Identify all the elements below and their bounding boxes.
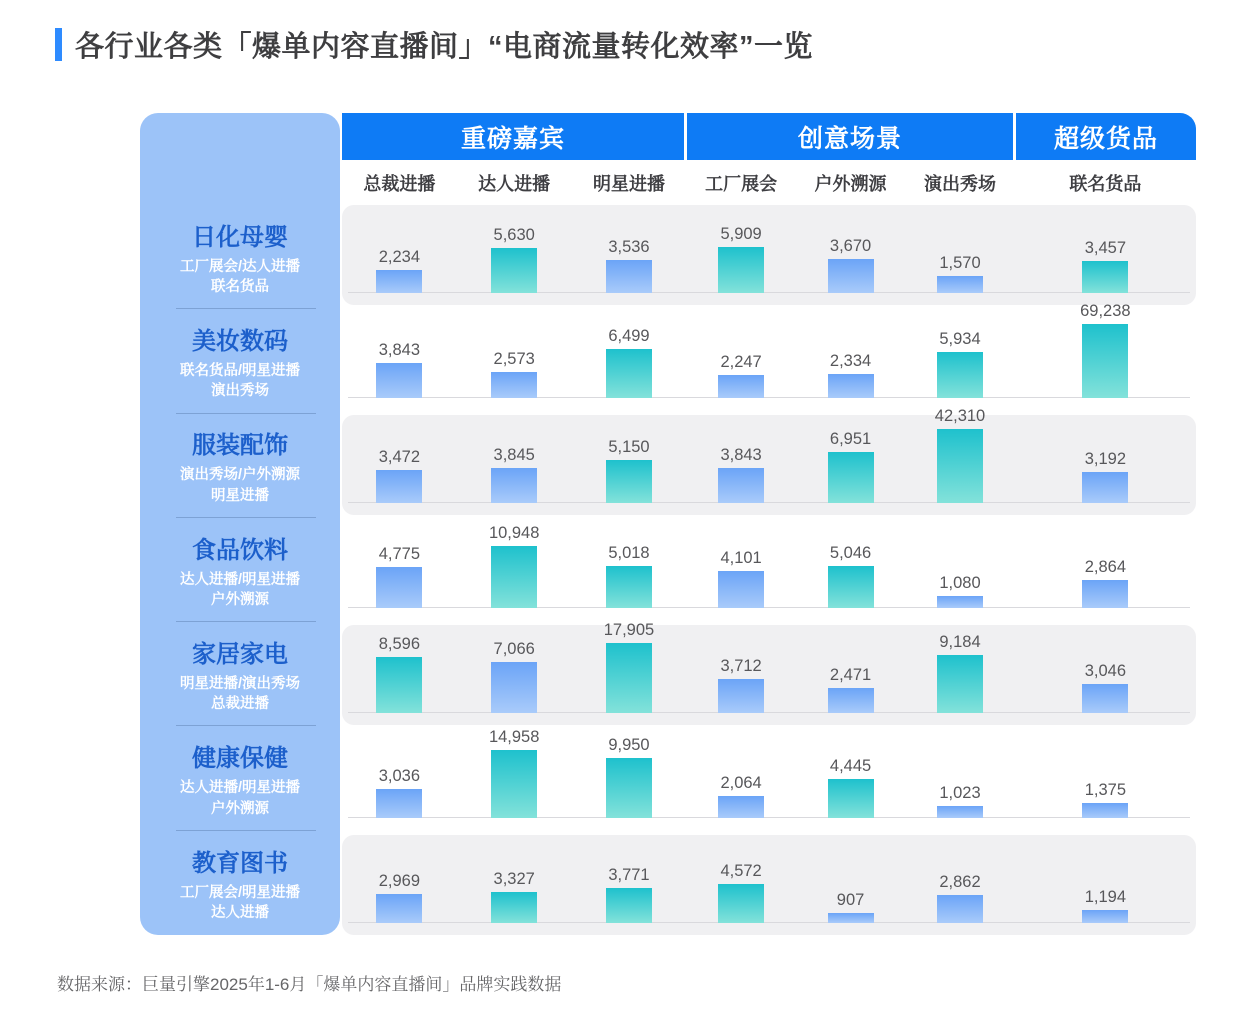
industry-top-formats (180, 361, 300, 402)
chart-cell (342, 730, 457, 830)
group-header-row (342, 113, 1196, 160)
bar (718, 679, 764, 713)
chart-cell (1015, 835, 1196, 935)
bar-value-label: 8,596 (378, 635, 421, 653)
industry-name: 健康保健 (192, 745, 288, 773)
chart-cell (905, 520, 1014, 620)
industry-top-formats-line: 明星进播/演出秀场 (179, 675, 301, 692)
bar-highlighted (491, 546, 537, 608)
bar-highlighted (606, 349, 652, 398)
bar (828, 913, 874, 923)
bar-highlighted (491, 750, 537, 818)
industry-top-formats (180, 257, 300, 298)
column-header-7: 联名货品 (1069, 173, 1142, 194)
bar-value-label: 3,771 (608, 866, 650, 884)
chart-cell (796, 625, 905, 725)
column-header-3: 明星进播 (592, 173, 665, 194)
title-accent-bar (55, 28, 62, 61)
chart-cell (572, 520, 687, 620)
bar-value-label: 5,630 (493, 226, 535, 244)
bar-highlighted (491, 892, 537, 923)
bar-value-label: 3,845 (493, 446, 535, 464)
industry-top-formats-line: 演出秀场 (211, 383, 269, 400)
bar (937, 276, 983, 293)
bar-value-label: 5,018 (608, 544, 650, 562)
industry-top-formats-line: 演出秀场/户外溯源 (179, 467, 301, 484)
bar-value-label: 5,046 (829, 544, 872, 562)
bar (828, 259, 874, 293)
bar (491, 468, 537, 503)
bar-value-label: 3,327 (493, 870, 535, 888)
chart-cell (572, 621, 687, 725)
chart-cell (342, 625, 457, 725)
chart-cell (572, 415, 687, 515)
bar-highlighted (937, 429, 983, 503)
bar-value-label: 3,843 (720, 446, 762, 464)
industry-name: 教育图书 (192, 849, 288, 877)
chart-row-3 (342, 407, 1196, 515)
chart-cell (796, 520, 905, 620)
chart-cell (342, 205, 457, 305)
industry-top-formats-line: 明星进播 (211, 487, 269, 504)
industry-top-formats-line: 户外溯源 (211, 800, 269, 817)
chart-cell (572, 205, 687, 305)
bar (937, 806, 983, 818)
bar-value-label: 907 (836, 891, 865, 909)
industry-name: 美妆数码 (192, 328, 288, 356)
chart-cell (342, 415, 457, 515)
bar-value-label: 3,192 (1084, 450, 1127, 468)
chart-cell (905, 310, 1014, 410)
bar-highlighted (376, 657, 422, 713)
chart-cell (905, 625, 1014, 725)
bar-value-label: 2,864 (1084, 558, 1127, 576)
bar-highlighted (718, 247, 764, 293)
group-header-3: 超级货品 (1016, 113, 1196, 160)
bar-highlighted (828, 566, 874, 608)
chart-cell (457, 730, 572, 830)
bar (376, 789, 422, 818)
data-source-note: 数据来源：巨量引擎2025年1-6月「爆单内容直播间」品牌实践数据 (57, 975, 562, 994)
chart-row-2 (342, 302, 1196, 410)
bar-value-label: 2,064 (720, 774, 762, 792)
bar (1082, 803, 1128, 818)
bar-value-label: 3,536 (608, 238, 650, 256)
bar (718, 796, 764, 818)
chart-cell (1015, 415, 1196, 515)
chart-cell (457, 310, 572, 410)
bar-value-label: 2,247 (720, 353, 762, 371)
chart-main-area (342, 113, 1196, 935)
chart-cell (686, 520, 795, 620)
bar-highlighted (828, 452, 874, 503)
bar-value-label: 3,046 (1084, 662, 1127, 680)
bar-value-label: 17,905 (603, 621, 655, 639)
sidebar-industry-6 (140, 726, 340, 830)
bar-value-label: 1,080 (939, 574, 981, 592)
bar-highlighted (606, 643, 652, 713)
chart-cell (686, 730, 795, 830)
industry-top-formats-line: 达人进播 (211, 904, 269, 921)
industry-top-formats (180, 778, 300, 819)
bar (1082, 684, 1128, 713)
sidebar-industry-1 (140, 205, 340, 309)
chart-cell (686, 625, 795, 725)
bar-value-label: 4,101 (720, 549, 762, 567)
chart-rows (342, 205, 1196, 935)
bar-value-label: 3,472 (378, 448, 421, 466)
chart-cell (1015, 520, 1196, 620)
column-header-5: 户外溯源 (814, 173, 887, 194)
industry-name: 服装配饰 (192, 432, 288, 460)
industry-name: 日化母婴 (192, 223, 288, 251)
industry-top-formats-line: 户外溯源 (211, 591, 269, 608)
bar (937, 596, 983, 608)
bar-value-label: 3,036 (378, 767, 421, 785)
bar-highlighted (606, 566, 652, 608)
industry-top-formats (180, 883, 300, 924)
chart-cell (342, 835, 457, 935)
chart-cell (1015, 205, 1196, 305)
bar-value-label: 1,194 (1084, 888, 1127, 906)
chart-cell (796, 730, 905, 830)
bar (1082, 910, 1128, 923)
industry-top-formats (180, 674, 300, 715)
bar (376, 894, 422, 923)
bar-value-label: 4,572 (720, 862, 762, 880)
bar-value-label: 9,950 (608, 736, 650, 754)
bar (376, 470, 422, 503)
column-header-4: 工厂展会 (705, 173, 778, 194)
bar-highlighted (828, 779, 874, 818)
industry-top-formats-line: 联名货品/明星进播 (179, 363, 301, 380)
bar (1082, 580, 1128, 608)
bar-highlighted (718, 884, 764, 923)
sidebar-industry-3 (140, 414, 340, 518)
bar-value-label: 9,184 (939, 633, 981, 651)
sidebar-industry-4 (140, 518, 340, 622)
bar-value-label: 5,909 (720, 225, 762, 243)
bar (376, 567, 422, 608)
chart-cell (686, 415, 795, 515)
chart-row-4 (342, 520, 1196, 620)
bar-value-label: 5,934 (939, 330, 981, 348)
bar (718, 571, 764, 608)
chart-cell (796, 310, 905, 410)
bar-highlighted (937, 655, 983, 713)
chart-cell (457, 415, 572, 515)
page-title: 各行业各类「爆单内容直播间」“电商流量转化效率”一览 (75, 31, 814, 63)
bar-value-label: 2,573 (493, 350, 535, 368)
chart-cell (457, 205, 572, 305)
bar (1082, 472, 1128, 503)
industry-top-formats-line: 达人进播/明星进播 (179, 571, 301, 588)
bar (828, 688, 874, 713)
bar-value-label: 6,499 (608, 327, 650, 345)
bar-value-label: 1,375 (1084, 781, 1127, 799)
industry-top-formats-line: 总裁进播 (211, 696, 269, 713)
bar-value-label: 3,670 (829, 237, 872, 255)
conversion-efficiency-chart (140, 113, 1196, 935)
industry-name: 食品饮料 (192, 536, 288, 564)
industry-top-formats-line: 工厂展会/明星进播 (179, 884, 301, 901)
industry-top-formats (180, 570, 300, 611)
chart-cell (572, 730, 687, 830)
bar-value-label: 2,862 (939, 873, 981, 891)
bar (718, 375, 764, 398)
industry-name: 家居家电 (192, 640, 288, 668)
bar-highlighted (606, 460, 652, 503)
chart-cell (905, 407, 1014, 515)
bar-value-label: 69,238 (1080, 302, 1131, 320)
bar-value-label: 1,570 (939, 254, 981, 272)
bar-value-label: 1,023 (939, 784, 981, 802)
bar-value-label: 14,958 (488, 728, 540, 746)
chart-cell (905, 835, 1014, 935)
bar-value-label: 7,066 (493, 640, 535, 658)
chart-cell (457, 835, 572, 935)
column-header-1: 总裁进播 (363, 173, 436, 194)
chart-cell (457, 625, 572, 725)
bar-highlighted (1082, 324, 1128, 398)
chart-cell (796, 205, 905, 305)
bar-highlighted (1082, 261, 1128, 293)
chart-cell (457, 520, 572, 620)
bar (718, 468, 764, 503)
chart-cell (905, 730, 1014, 830)
chart-cell (572, 310, 687, 410)
industry-sidebar (140, 113, 340, 935)
chart-cell (686, 310, 795, 410)
industry-top-formats-line: 工厂展会/达人进播 (179, 258, 301, 275)
chart-cell (796, 835, 905, 935)
chart-cell (686, 205, 795, 305)
chart-row-6 (342, 730, 1196, 830)
bar-highlighted (606, 758, 652, 818)
column-header-6: 演出秀场 (924, 173, 996, 194)
page-header (55, 24, 813, 65)
bar-value-label: 42,310 (934, 407, 986, 425)
bar-value-label: 2,471 (829, 666, 872, 684)
bar (828, 374, 874, 398)
bar (491, 372, 537, 398)
chart-cell (572, 835, 687, 935)
bar-value-label: 10,948 (488, 524, 540, 542)
bar-value-label: 5,150 (608, 438, 650, 456)
industry-top-formats (180, 465, 300, 506)
industry-top-formats-line: 达人进播/明星进播 (179, 780, 301, 797)
sidebar-industry-2 (140, 309, 340, 413)
bar-value-label: 4,445 (829, 757, 872, 775)
bar-highlighted (491, 248, 537, 293)
bar-value-label: 2,234 (378, 248, 421, 266)
sidebar-industry-5 (140, 622, 340, 726)
bar (606, 260, 652, 293)
sidebar-industry-7 (140, 831, 340, 935)
chart-row-7 (342, 835, 1196, 935)
bar-value-label: 3,457 (1084, 239, 1127, 257)
bar (376, 270, 422, 293)
bar-value-label: 4,775 (378, 545, 421, 563)
chart-cell (1015, 625, 1196, 725)
chart-cell (342, 310, 457, 410)
chart-cell (686, 835, 795, 935)
industry-top-formats-line: 联名货品 (211, 279, 269, 296)
bar-value-label: 2,969 (378, 872, 421, 890)
chart-cell (342, 520, 457, 620)
group-header-2: 创意场景 (687, 113, 1013, 160)
chart-cell (1015, 302, 1196, 410)
bar-highlighted (937, 352, 983, 398)
chart-row-1 (342, 205, 1196, 305)
chart-cell (905, 205, 1014, 305)
bar-value-label: 2,334 (829, 352, 872, 370)
group-header-1: 重磅嘉宾 (342, 113, 684, 160)
chart-cell (796, 415, 905, 515)
bar (491, 662, 537, 713)
bar (937, 895, 983, 923)
column-header-row (342, 160, 1196, 205)
chart-row-5 (342, 621, 1196, 725)
bar-value-label: 6,951 (829, 430, 872, 448)
bar-value-label: 3,712 (720, 657, 762, 675)
chart-cell (1015, 730, 1196, 830)
bar-value-label: 3,843 (378, 341, 421, 359)
bar-highlighted (606, 888, 652, 923)
column-header-2: 达人进播 (478, 173, 551, 194)
bar (376, 363, 422, 398)
